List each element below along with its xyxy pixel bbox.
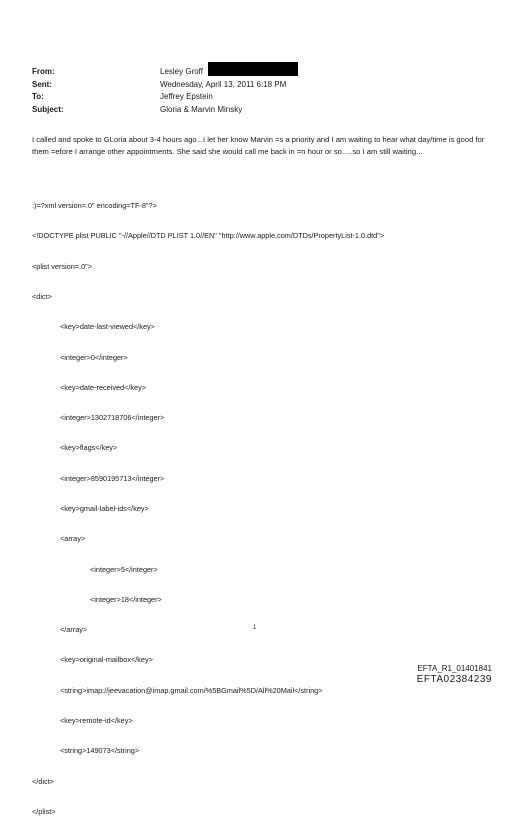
code-line: <plist version=.0"> <box>32 261 92 271</box>
redaction-box <box>208 62 298 76</box>
sent-date: Wednesday, April 13, 2011 6:18 PM <box>160 79 287 88</box>
code-line: <integer>18</integer> <box>90 594 162 604</box>
email-body: I called and spoke to GLoria about 3-4 hours ago...I let her know Marvin =s a priority and I am waiting to hear what day/time is good for them =efore I arrange other appointments. She said she would call me back in =n hour or so.....so I am still waiting... <box>32 135 485 156</box>
plist-code <box>32 181 384 837</box>
subject-row <box>32 104 286 117</box>
code-line: :)=?xml version=.0" encoding=TF-8"?> <box>32 201 157 211</box>
code-line: <key>flags</key> <box>60 443 118 453</box>
sent-label: Sent: <box>32 79 52 89</box>
code-line: <string>149073</string> <box>60 746 140 756</box>
to-row <box>32 91 286 104</box>
code-line: <dict> <box>32 292 52 302</box>
code-line: <integer>8590195713</integer> <box>60 473 165 483</box>
page-number: 1 <box>253 625 257 631</box>
code-line: <!DOCTYPE plist PUBLIC "-//Apple//DTD PLIST 1.0//EN" "http://www.apple.com/DTDs/PropertyList-1.0.dtd"> <box>32 231 385 241</box>
code-line: <string>imap://jeevacation@imap.gmail.com/%5BGmail%5D/All%20Mail</string> <box>60 685 323 695</box>
code-line: <key>date-received</key> <box>60 382 146 392</box>
code-line: <key>gmail-label-ids</key> <box>60 504 149 513</box>
code-line: <key>original-mailbox</key> <box>60 655 153 665</box>
code-line: <array> <box>60 534 86 544</box>
to-label: To: <box>32 92 44 101</box>
code-line: <integer>5</integer> <box>90 564 158 574</box>
code-line: <key>remote-id</key> <box>60 715 133 725</box>
sent-row <box>32 79 286 92</box>
code-line: </array> <box>60 625 88 635</box>
sent-value <box>160 79 286 92</box>
code-line: <integer>0</integer> <box>60 352 128 362</box>
from-value <box>160 66 203 79</box>
subject-value: Gloria & Marvin Minsky <box>160 104 243 114</box>
code-line: </dict> <box>32 776 54 786</box>
code-line: <integer>1302718706</integer> <box>60 413 165 423</box>
from-row <box>32 66 286 79</box>
code-line: </plist> <box>32 806 56 816</box>
subject-label: Subject: <box>32 104 64 114</box>
from-label: From: <box>32 67 55 76</box>
to-value: Jeffrey Epstein <box>160 92 213 101</box>
from-name: Lesley Groff <box>160 67 203 76</box>
bates-number-large: EFTA02384239 <box>416 674 492 685</box>
bates-number-small: EFTA_R1_01401841 <box>417 664 492 673</box>
email-header <box>32 66 286 116</box>
code-line: <key>date-last-viewed</key> <box>60 322 155 332</box>
